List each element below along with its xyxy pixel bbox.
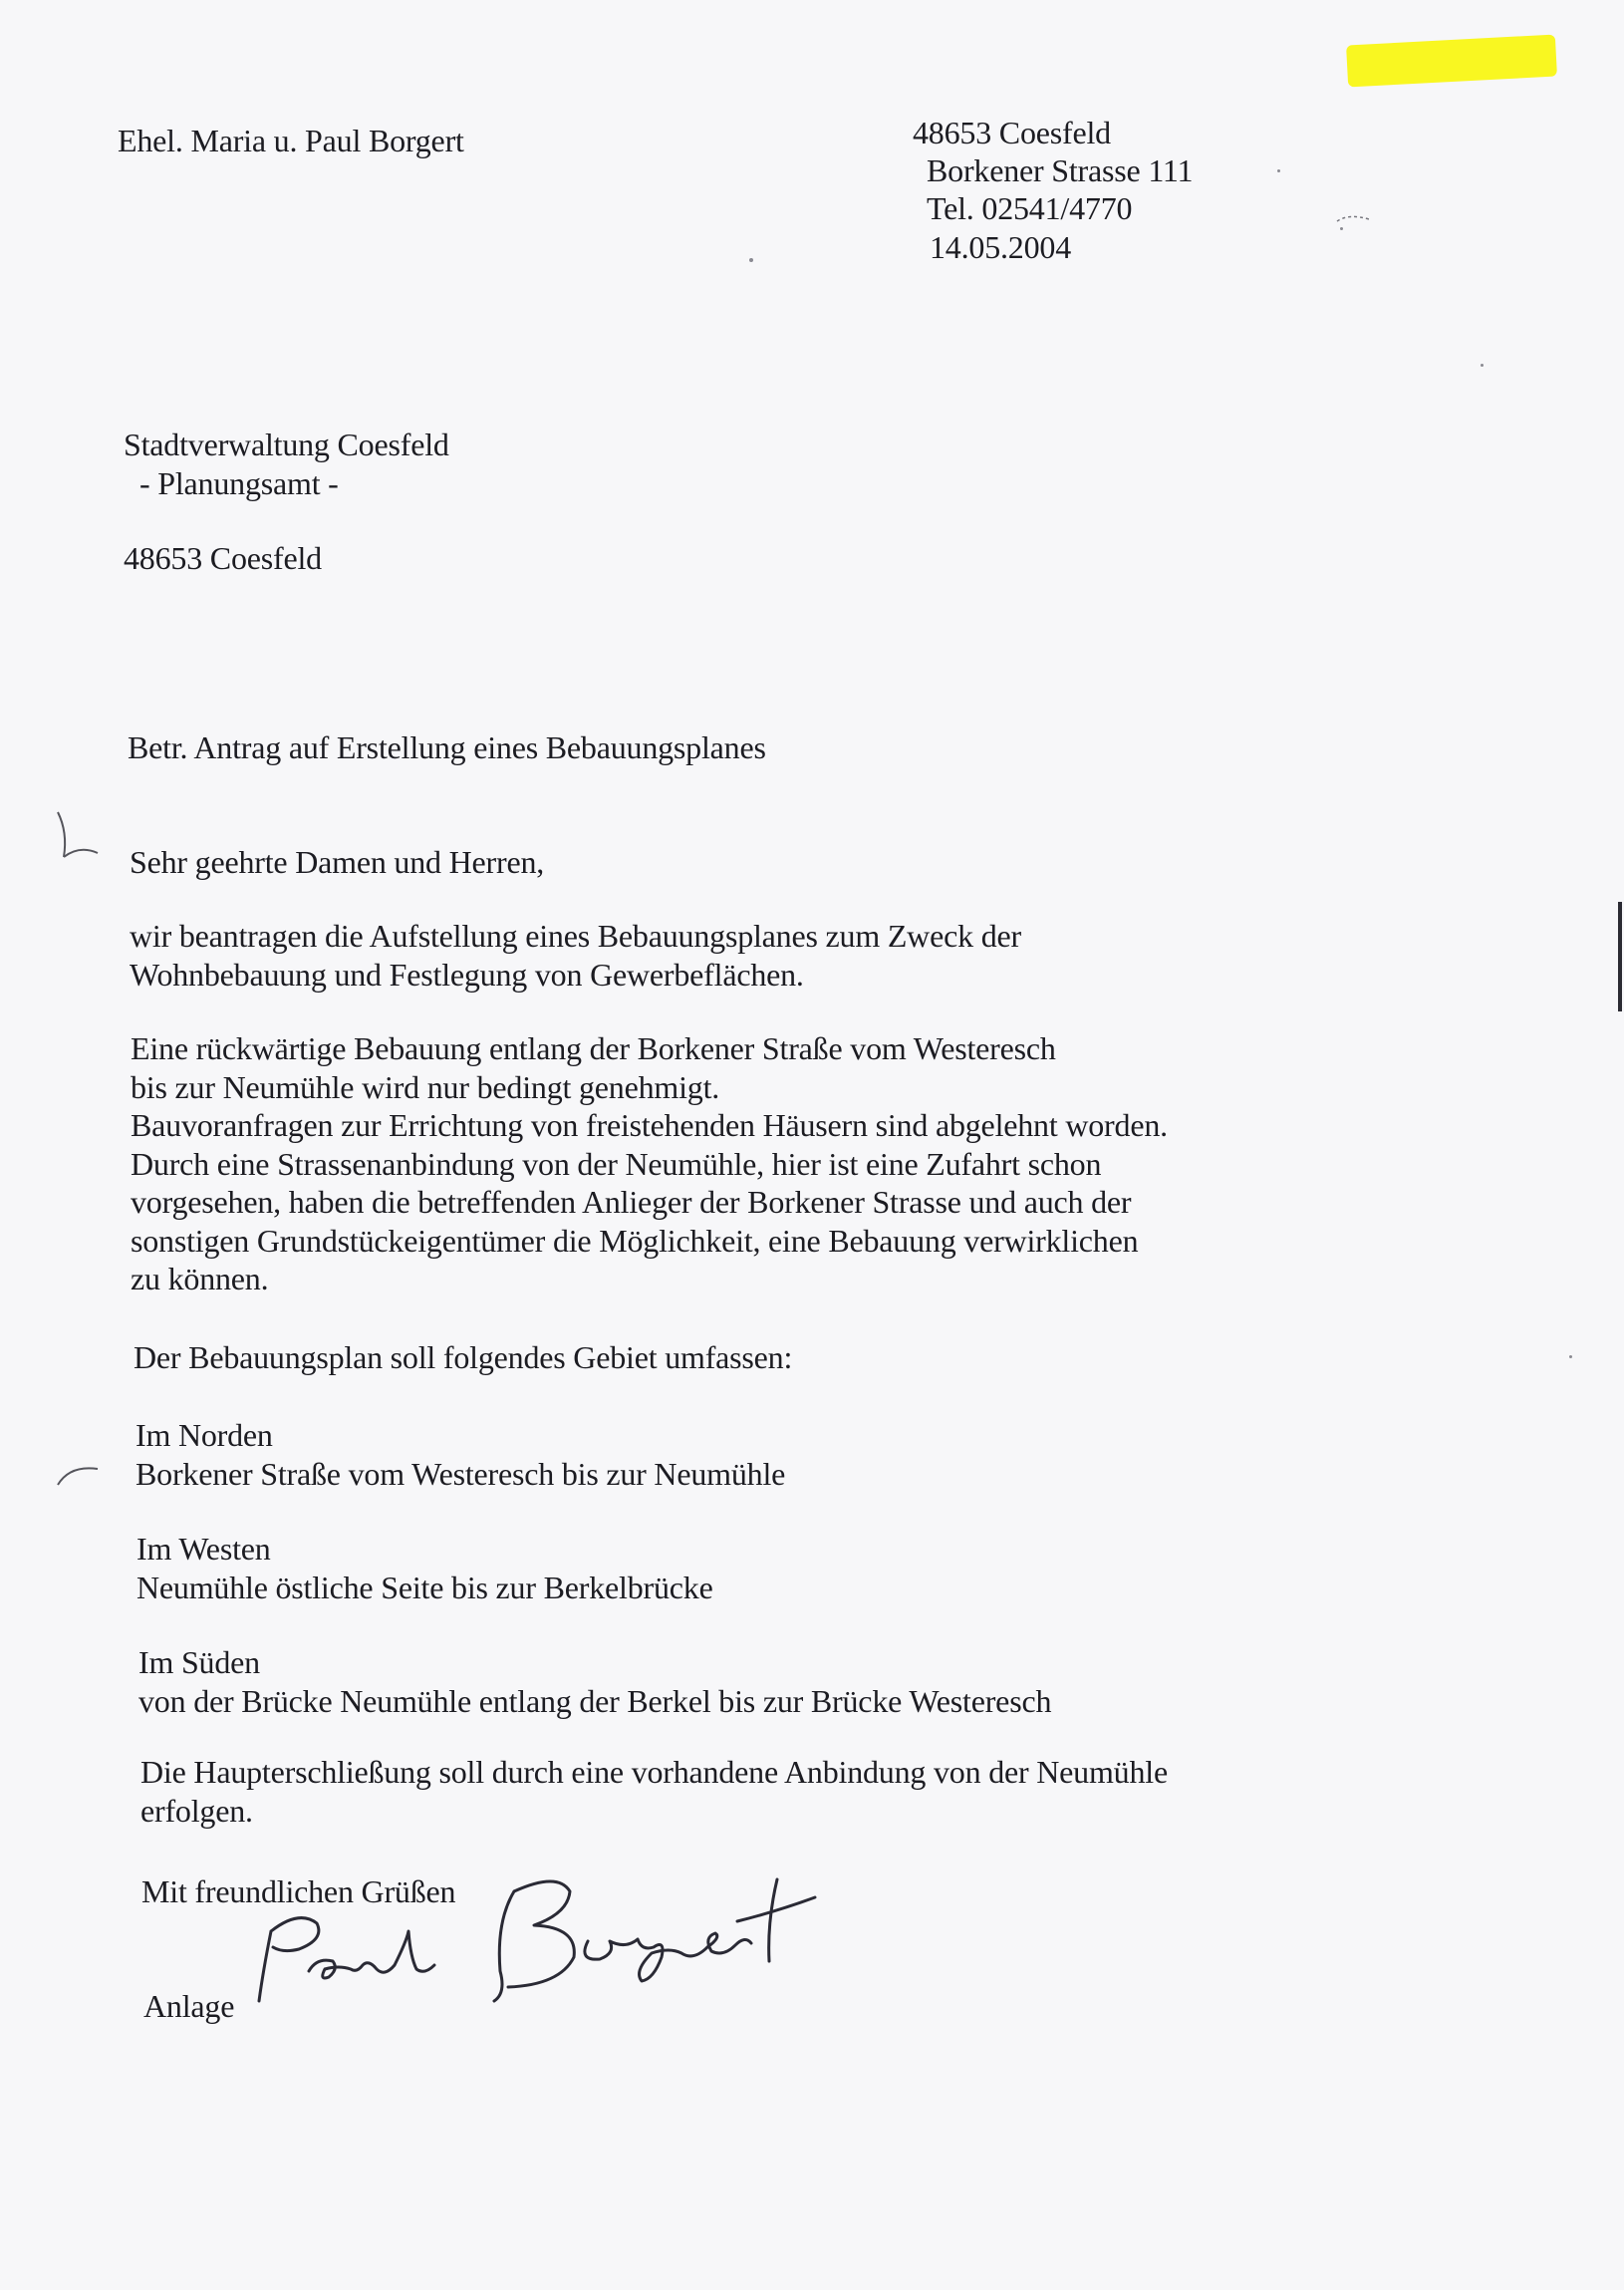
- enclosure-label: Anlage: [143, 1988, 235, 2024]
- paragraph-line: wir beantragen die Aufstellung eines Bebauungsplanes zum Zweck der: [130, 918, 1021, 954]
- area-text: Neumühle östliche Seite bis zur Berkelbrücke: [136, 1569, 713, 1605]
- edge-mark: [1618, 902, 1622, 1011]
- punch-hole-mark: [52, 1457, 112, 1497]
- scan-speck: [749, 258, 753, 262]
- area-heading: Im Norden: [135, 1417, 273, 1453]
- sender-name: Ehel. Maria u. Paul Borgert: [118, 123, 464, 158]
- scan-speck: [1481, 364, 1484, 367]
- area-south: [138, 1643, 1051, 1720]
- area-west: [136, 1530, 713, 1606]
- letter-date: 14.05.2004: [930, 229, 1072, 265]
- paragraph-line: zu können.: [131, 1261, 269, 1296]
- paragraph-line: erfolgen.: [140, 1792, 253, 1829]
- paragraph-line: Wohnbebauung und Festlegung von Gewerbeflächen.: [130, 956, 804, 993]
- recipient-dept: - Planungsamt -: [139, 465, 339, 501]
- sender-phone: Tel. 02541/4770: [927, 190, 1133, 226]
- area-intro: Der Bebauungsplan soll folgendes Gebiet umfassen:: [134, 1339, 793, 1375]
- handwritten-signature: [239, 1861, 857, 2011]
- paragraph-access: [140, 1753, 1168, 1830]
- area-text: von der Brücke Neumühle entlang der Berkel bis zur Brücke Westeresch: [138, 1682, 1052, 1719]
- subject-line: Betr. Antrag auf Erstellung eines Bebauungsplanes: [128, 729, 766, 765]
- recipient-city: 48653 Coesfeld: [124, 540, 322, 576]
- recipient-org: Stadtverwaltung Coesfeld: [124, 427, 449, 462]
- punch-hole-mark: [50, 807, 110, 877]
- paragraph-reasoning: [131, 1029, 1168, 1298]
- paragraph-line: Bauvoranfragen zur Errichtung von freistehenden Häusern sind abgelehnt worden.: [131, 1107, 1168, 1143]
- scan-mark: [1335, 209, 1375, 229]
- closing: Mit freundlichen Grüßen: [141, 1873, 456, 1909]
- paragraph-line: Eine rückwärtige Bebauung entlang der Borkener Straße vom Westeresch: [131, 1030, 1056, 1066]
- paragraph-line: vorgesehen, haben die betreffenden Anlieger der Borkener Strasse und auch der: [131, 1184, 1132, 1220]
- paragraph-line: sonstigen Grundstückeigentümer die Möglichkeit, eine Bebauung verwirklichen: [131, 1222, 1139, 1259]
- paragraph-line: Die Haupterschließung soll durch eine vorhandene Anbindung von der Neumühle: [140, 1754, 1168, 1790]
- paragraph-line: bis zur Neumühle wird nur bedingt genehmigt.: [131, 1068, 720, 1105]
- scan-speck: [1569, 1355, 1572, 1358]
- area-north: [135, 1416, 785, 1493]
- scan-speck: [1277, 169, 1280, 172]
- salutation: Sehr geehrte Damen und Herren,: [130, 844, 545, 880]
- paragraph-request: [130, 917, 1021, 994]
- paragraph-line: Durch eine Strassenanbindung von der Neumühle, hier ist eine Zufahrt schon: [131, 1145, 1102, 1182]
- sender-street: Borkener Strasse 111: [927, 152, 1194, 188]
- area-heading: Im Westen: [136, 1531, 271, 1567]
- sender-city: 48653 Coesfeld: [913, 115, 1111, 150]
- highlighter-mark: [1346, 35, 1557, 88]
- area-text: Borkener Straße vom Westeresch bis zur Neumühle: [135, 1455, 786, 1492]
- area-heading: Im Süden: [138, 1644, 260, 1680]
